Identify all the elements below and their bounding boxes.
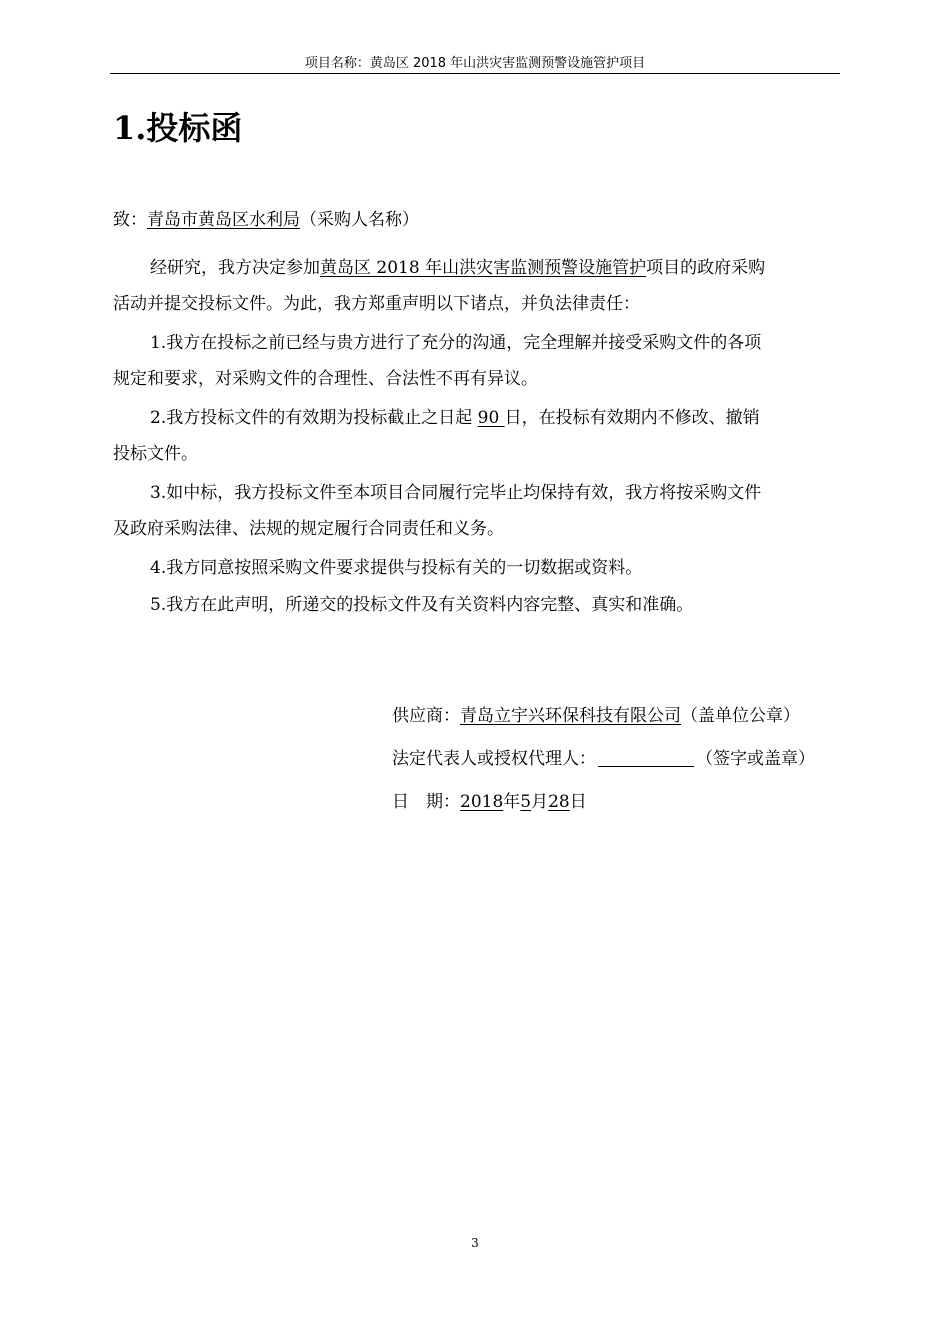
- recipient-name: 青岛市黄岛区水利局: [147, 210, 300, 230]
- representative-label: 法定代表人或授权代理人：: [392, 749, 596, 769]
- intro-text-2: 项目的政府采购: [646, 258, 766, 278]
- item-1-line-1: 1.我方在投标之前已经与贵方进行了充分的沟通，完全理解并接受采购文件的各项: [150, 333, 762, 353]
- salutation: [113, 208, 843, 232]
- page-title: 1.投标函: [113, 109, 243, 147]
- item-2-text: 2.我方投标文件的有效期为投标截止之日起: [150, 408, 478, 428]
- item-2-text-2: 日，在投标有效期内不修改、撤销: [504, 408, 760, 428]
- intro-line-2: 活动并提交投标文件。为此，我方郑重声明以下诸点，并负法律责任：: [113, 294, 640, 314]
- supplier-line: [392, 704, 800, 728]
- date-year: 2018: [460, 792, 504, 812]
- day-unit: 日: [569, 792, 587, 812]
- representative-line: [392, 747, 815, 771]
- recipient-note: （采购人名称）: [300, 210, 419, 230]
- validity-days: 90: [477, 408, 505, 428]
- item-2-line-1: [150, 406, 843, 430]
- item-1-line-2: 规定和要求，对采购文件的合理性、合法性不再有异议。: [113, 369, 538, 389]
- representative-note: （签字或盖章）: [696, 749, 815, 769]
- page-number: 3: [471, 1236, 479, 1250]
- salutation-prefix: 致：: [113, 210, 147, 230]
- year-unit: 年: [503, 792, 521, 812]
- header-rule: [110, 73, 840, 74]
- item-3-line-2: 及政府采购法律、法规的规定履行合同责任和义务。: [113, 519, 504, 539]
- item-3-line-1: 3.如中标，我方投标文件至本项目合同履行完毕止均保持有效，我方将按采购文件: [150, 483, 762, 503]
- supplier-name: 青岛立宇兴环保科技有限公司: [460, 706, 681, 726]
- date-line: [392, 790, 587, 814]
- intro-text: 经研究，我方决定参加: [150, 258, 320, 278]
- date-label: 日 期：: [392, 792, 460, 812]
- page-header: 项目名称：黄岛区 2018 年山洪灾害监测预警设施管护项目: [304, 56, 646, 71]
- intro-line-1: [150, 256, 843, 280]
- date-day: 28: [548, 792, 570, 812]
- supplier-label: 供应商：: [392, 706, 460, 726]
- item-2-line-2: 投标文件。: [113, 444, 198, 464]
- date-month: 5: [520, 792, 532, 812]
- item-5: 5.我方在此声明，所递交的投标文件及有关资料内容完整、真实和准确。: [150, 595, 694, 615]
- item-4: 4.我方同意按照采购文件要求提供与投标有关的一切数据或资料。: [150, 558, 643, 578]
- supplier-note: （盖单位公章）: [681, 706, 800, 726]
- signature-blank: [598, 748, 694, 767]
- project-name: 黄岛区 2018 年山洪灾害监测预警设施管护: [320, 258, 647, 278]
- month-unit: 月: [531, 792, 549, 812]
